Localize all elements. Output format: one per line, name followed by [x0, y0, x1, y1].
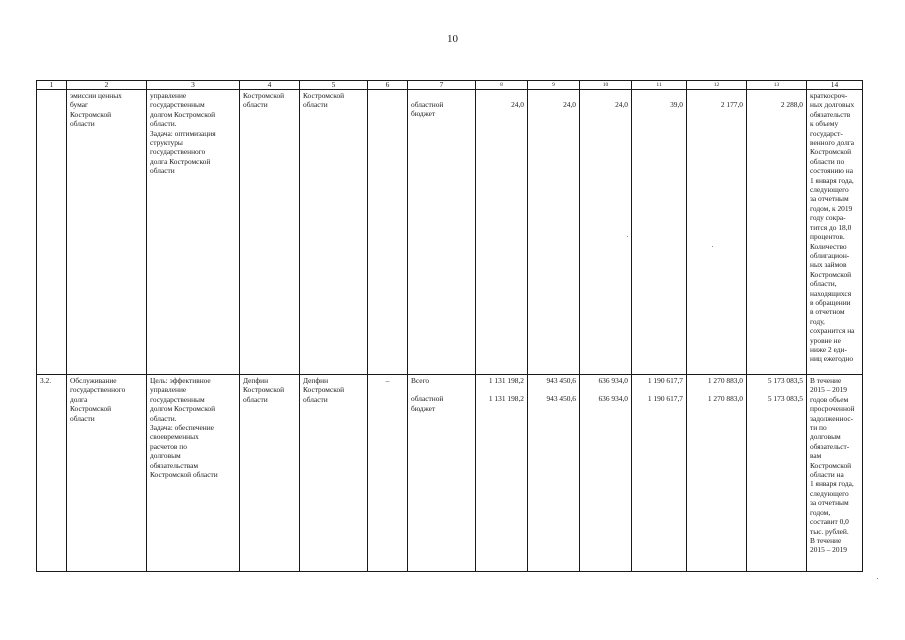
table-row [37, 90, 863, 375]
scan-speck [877, 578, 878, 579]
period-cell [368, 90, 408, 375]
amount-cell-9: 24,0 [528, 90, 580, 375]
column-header-10: 10 [580, 81, 632, 90]
column-header-4: 4 [240, 81, 300, 90]
column-header-13: 13 [747, 81, 807, 90]
column-header-11: 11 [632, 81, 687, 90]
column-header-8: 8 [476, 81, 528, 90]
activity-name-cell: Обслуживание государственного долга Костромской области [67, 375, 147, 572]
period-cell: – [368, 375, 408, 572]
column-header-6: 6 [368, 81, 408, 90]
amount-cell-10: 24,0 [580, 90, 632, 375]
amount-cell-11: 1 190 617,7 1 190 617,7 [632, 375, 687, 572]
goal-task-cell: Цель: эффективное управление государственным долгом Костромской области. Задача: обеспечение своевременных расчетов по долговым обязательствам Костромской области [147, 375, 240, 572]
executor-cell: Депфин Костромской области [240, 375, 300, 572]
scan-speck [627, 236, 628, 237]
activity-name-cell: эмиссии ценных бумаг Костромской области [67, 90, 147, 375]
executor-cell: Костромской области [240, 90, 300, 375]
amount-cell-12: 2 177,0 [687, 90, 747, 375]
indicator-cell: В течение 2015 – 2019 годов объем просроченной задолженнос- ти по долговым обязательст- вам Костромской области на 1 января года, следующего за отчетным годом, составит 0,0 тыс. рублей. В течение 2015 – 2019 [807, 375, 863, 572]
row-number-cell: 3.2. [37, 375, 67, 572]
amount-cell-12: 1 270 883,0 1 270 883,0 [687, 375, 747, 572]
amount-cell-8: 24,0 [476, 90, 528, 375]
program-activities-table [36, 80, 863, 572]
amount-cell-13: 2 288,0 [747, 90, 807, 375]
column-header-2: 2 [67, 81, 147, 90]
column-header-9: 9 [528, 81, 580, 90]
amount-cell-13: 5 173 083,5 5 173 083,5 [747, 375, 807, 572]
coexecutor-cell: Депфин Костромской области [300, 375, 368, 572]
column-header-3: 3 [147, 81, 240, 90]
funding-source-cell: областной бюджет [408, 90, 476, 375]
column-header-14: 14 [807, 81, 863, 90]
row-number-cell [37, 90, 67, 375]
column-number-row [37, 81, 863, 90]
coexecutor-cell: Костромской области [300, 90, 368, 375]
table-row [37, 375, 863, 572]
funding-source-cell: Всего областной бюджет [408, 375, 476, 572]
column-header-12: 12 [687, 81, 747, 90]
column-header-1: 1 [37, 81, 67, 90]
goal-task-cell: управление государственным долгом Костромской области. Задача: оптимизация структуры государственного долга Костромской области [147, 90, 240, 375]
amount-cell-9: 943 450,6 943 450,6 [528, 375, 580, 572]
amount-cell-10: 636 934,0 636 934,0 [580, 375, 632, 572]
column-header-5: 5 [300, 81, 368, 90]
amount-cell-8: 1 131 198,2 1 131 198,2 [476, 375, 528, 572]
amount-cell-11: 39,0 [632, 90, 687, 375]
page-number: 10 [447, 33, 458, 45]
scan-speck [712, 246, 713, 247]
column-header-7: 7 [408, 81, 476, 90]
indicator-cell: краткосроч- ных долговых обязательств к объему государст- венного долга Костромской области по состоянию на 1 января года, следующего за отчетным годом, к 2019 году сокра- тится до 18,0 процентов. Количество облигацион- ных займов Костромской области, находящихся в обращении в отчетном году, сохранится на уровне не ниже 2 еди- ниц ежегодно [807, 90, 863, 375]
